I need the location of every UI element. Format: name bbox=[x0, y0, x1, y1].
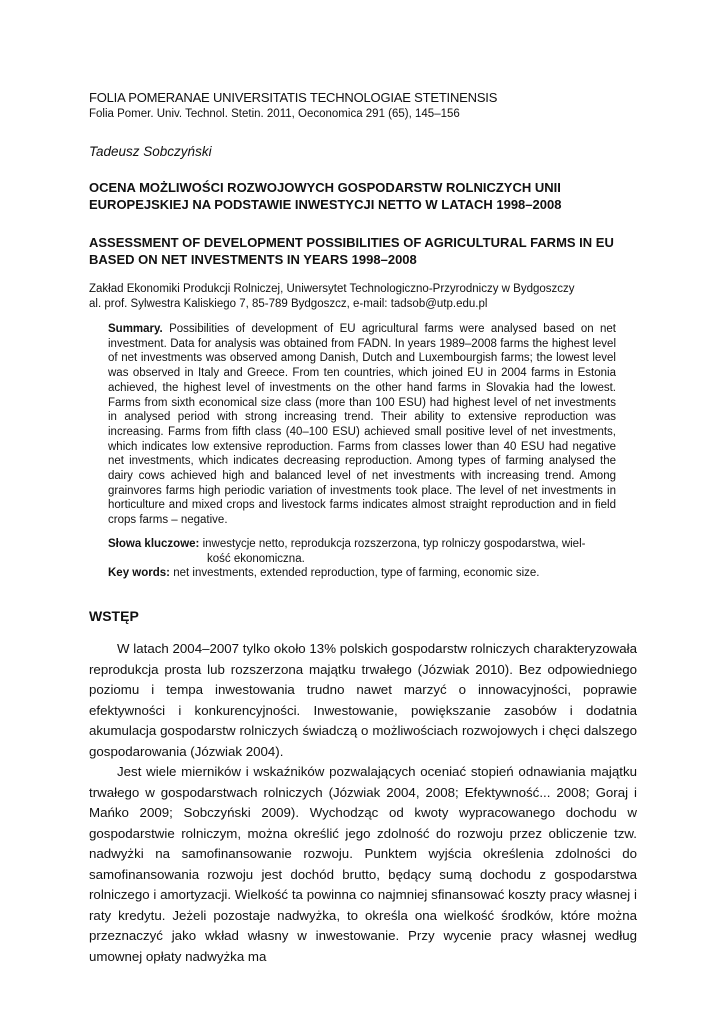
title-polish: OCENA MOŻLIWOŚCI ROZWOJOWYCH GOSPODARSTW ROLNICZYCH UNII EUROPEJSKIEJ NA PODSTAWIE INWESTYCJI NETTO W LATACH 1998–2008 bbox=[89, 180, 562, 212]
author-name: Tadeusz Sobczyński bbox=[89, 144, 212, 159]
body-text bbox=[89, 639, 637, 967]
journal-title: FOLIA POMERANAE UNIVERSITATIS TECHNOLOGIAE STETINENSIS bbox=[89, 90, 498, 105]
section-heading: WSTĘP bbox=[89, 608, 139, 624]
keywords-polish-continuation: kość ekonomiczna. bbox=[207, 552, 305, 565]
affiliation bbox=[89, 282, 649, 311]
keywords-english-text: net investments, extended reproduction, type of farming, economic size. bbox=[173, 567, 540, 579]
summary-abstract bbox=[108, 322, 616, 528]
affiliation-line-2: al. prof. Sylwestra Kaliskiego 7, 85-789 Bydgoszcz, e-mail: tadsob@utp.edu.pl bbox=[89, 297, 488, 310]
keywords-english bbox=[108, 566, 618, 581]
keywords-polish-label: Słowa kluczowe: bbox=[108, 538, 200, 550]
keywords-english-label: Key words: bbox=[108, 567, 170, 579]
journal-reference: Folia Pomer. Univ. Technol. Stetin. 2011, Oeconomica 291 (65), 145–156 bbox=[89, 108, 460, 120]
keywords-polish bbox=[108, 537, 618, 552]
keywords-block bbox=[108, 537, 618, 581]
summary-label: Summary. bbox=[108, 323, 163, 335]
title-english: ASSESSMENT OF DEVELOPMENT POSSIBILITIES OF AGRICULTURAL FARMS IN EU BASED ON NET INVESTMENTS IN YEARS 1998–2008 bbox=[89, 235, 614, 267]
summary-text: Possibilities of development of EU agricultural farms were analysed based on net investment. Data for analysis was obtained from FADN. In years 1989–2008 farms the highest level of net investments was observed among Danish, Dutch and Luxembourgish farms; the lowest level was observed in Italy and Greece. From ten countries, which joined EU in 2004 farms in Estonia achieved, the highest level of investments on the other hand farms in Slovakia had the lowest. Farms from sixth economical size class (more than 100 ESU) had highest level of net investments in analysed period with strong increasing trend. Their ability to extensive reproduction was increasing. Farms from fifth class (40–100 ESU) achieved small positive level of net investments, which indicates low extensive reproduction. Farms from classes lower than 40 ESU had negative net investments, which indicates decreasing reproduction. Among types of farming analysed the dairy cows achieved high and balanced level of net investments with increasing trend. Among grainvores farms high periodic variation of investments took place. The level of net investments in horticulture and mixed crops and livestock farms indicates almost straight reproduction and in field crops farms – negative. bbox=[108, 323, 616, 527]
affiliation-line-1: Zakład Ekonomiki Produkcji Rolniczej, Uniwersytet Technologiczno-Przyrodniczy w Bydgoszczy bbox=[89, 283, 575, 295]
keywords-polish-text: inwestycje netto, reprodukcja rozszerzona, typ rolniczy gospodarstwa, wiel- bbox=[202, 538, 586, 550]
body-paragraph-1: W latach 2004–2007 tylko około 13% polskich gospodarstw rolniczych charakteryzowała reprodukcja prosta lub rozszerzona majątku trwałego (Józwiak 2010). Bez odpowiedniego poziomu i tempa inwestowania trudno nawet marzyć o innowacyjności, poprawie efektywności i konkurencyjności. Inwestowanie, powiększanie zasobów i dodatnia akumulacja gospodarstw rolniczych świadczą o możliwościach rozwojowych i chęci dalszego gospodarowania (Józwiak 2004). bbox=[89, 641, 637, 759]
body-paragraph-2: Jest wiele mierników i wskaźników pozwalających oceniać stopień odnawiania majątku trwałego w gospodarstwach rolniczych (Józwiak 2004, 2008; Efektywność... 2008; Goraj i Mańko 2009; Sobczyński 2009). Wychodząc od kwoty wypracowanego dochodu w gospodarstwie rolniczym, można określić jego zdolność do rozwoju przez obliczenie tzw. nadwyżki na samofinansowanie rozwoju. Punktem wyjścia określenia zdolności do samofinansowania rozwoju jest dochód brutto, będący sumą dochodu z gospodarstwa rolniczego i amortyzacji. Wielkość ta powinna co najmniej sfinansować koszty pracy własnej i raty kredytu. Jeżeli pozostaje nadwyżka, to określa ona wielkość środków, które można przeznaczyć jako wkład własny w inwestowanie. Przy wycenie pracy własnej według umownej opłaty nadwyżka ma bbox=[89, 764, 637, 964]
